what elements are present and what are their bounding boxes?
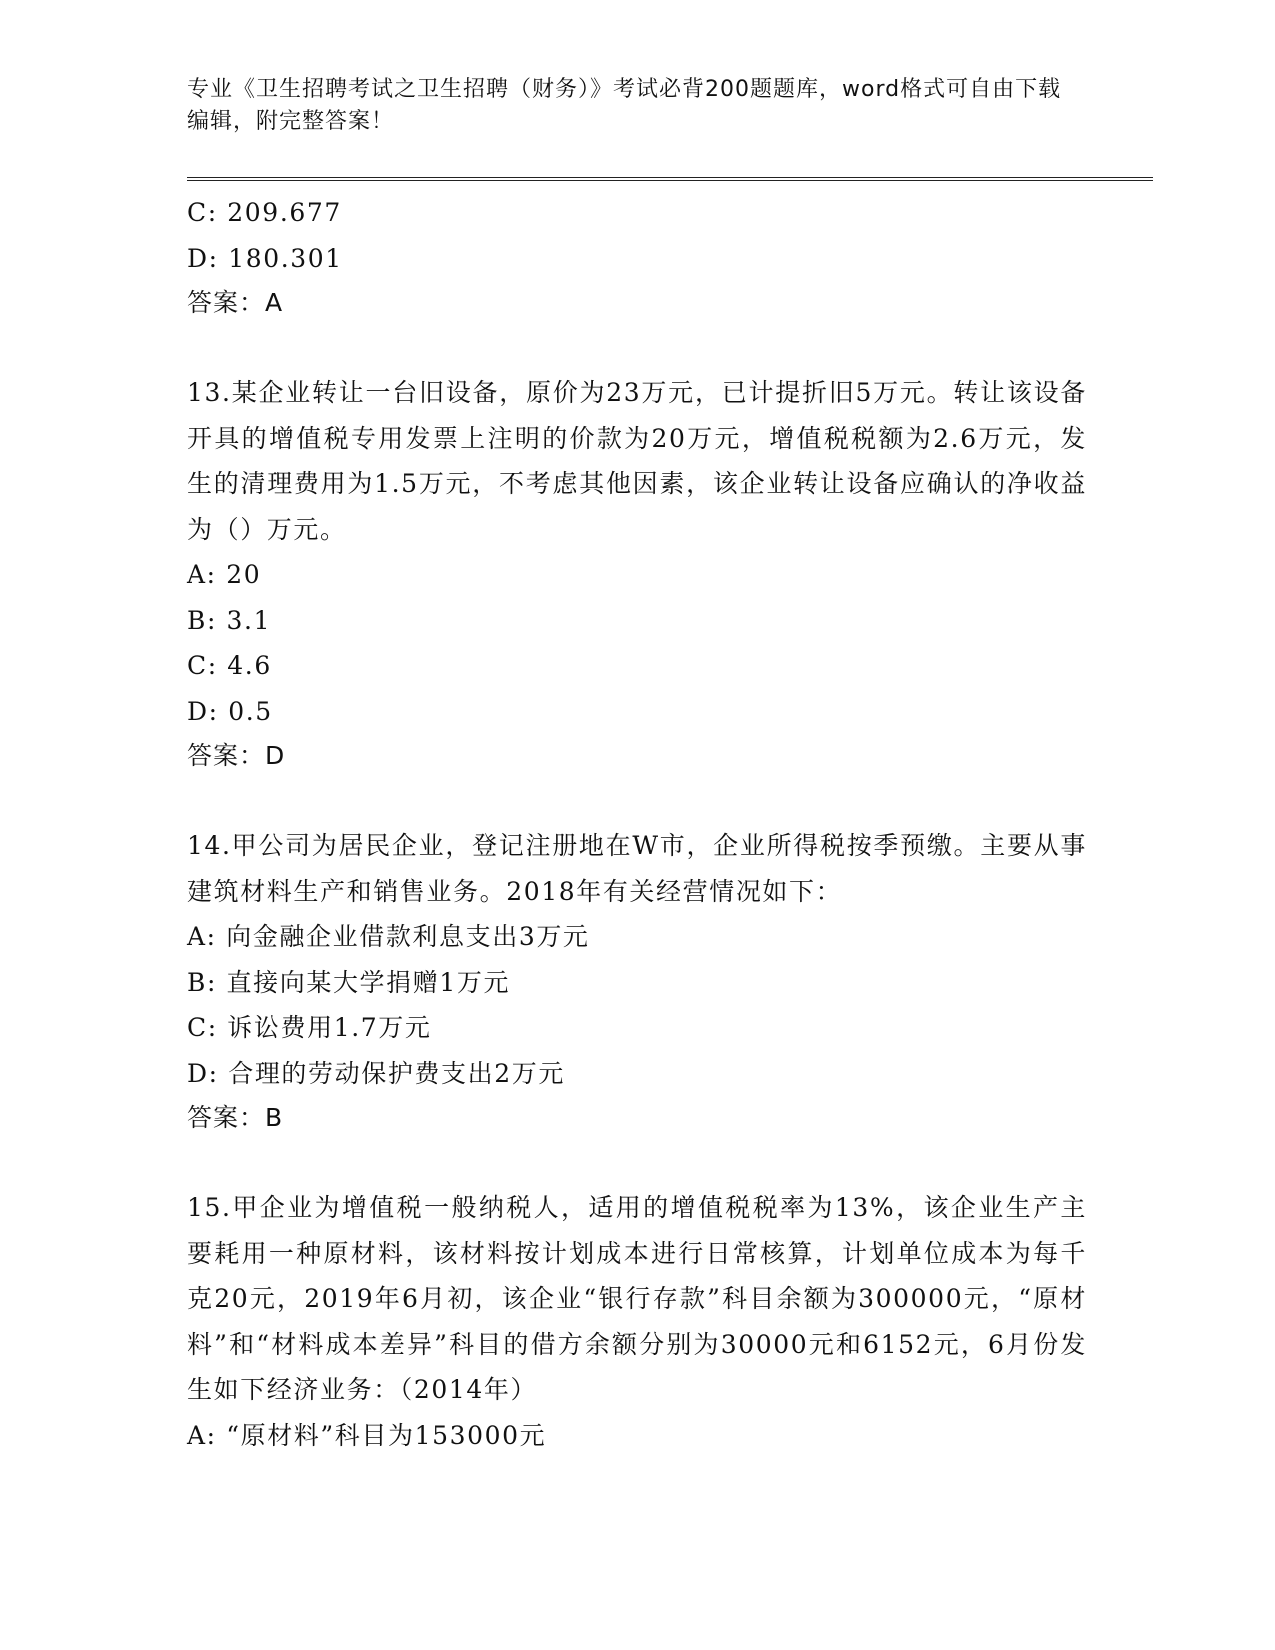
option-c: C: 诉讼费用1.7万元: [187, 1013, 432, 1042]
document-header: [187, 74, 1067, 138]
question-list: [187, 190, 1087, 1458]
question-gap: [187, 1140, 1087, 1185]
question-gap: [187, 778, 1087, 823]
question-12-tail: [187, 190, 1087, 325]
option-a: A: “原材料”科目为153000元: [187, 1420, 547, 1450]
answer-label: 答案：D: [187, 741, 286, 770]
question-stem: 15.甲企业为增值税一般纳税人，适用的增值税税率为13%，该企业生产主要耗用一种原材料，该材料按计划成本进行日常核算，计划单位成本为每千克20元，2019年6月初，该企业“银行存款”科目余额为300000元，“原材料”和“材料成本差异”科目的借方余额分别为30000元和6152元，6月份发生如下经济业务：（2014年）: [187, 1193, 1087, 1404]
option-a: A: 向金融企业借款利息支出3万元: [187, 922, 590, 951]
question-stem: 14.甲公司为居民企业，登记注册地在W市，企业所得税按季预缴。主要从事建筑材料生产和销售业务。2018年有关经营情况如下：: [187, 831, 1087, 906]
question-13: [187, 370, 1087, 778]
answer-label: 答案：A: [187, 288, 284, 317]
question-14: [187, 823, 1087, 1140]
question-15: [187, 1185, 1087, 1458]
option-b: B: 3.1: [187, 605, 272, 635]
option-a: A: 20: [187, 560, 262, 589]
option-c: C: 209.677: [187, 198, 342, 227]
option-b: B: 直接向某大学捐赠1万元: [187, 967, 511, 997]
option-d: D: 180.301: [187, 243, 343, 273]
option-d: D: 0.5: [187, 696, 273, 726]
question-stem: 13.某企业转让一台旧设备，原价为23万元，已计提折旧5万元。转让该设备开具的增值税专用发票上注明的价款为20万元，增值税税额为2.6万元，发生的清理费用为1.5万元，不考虑其他因素，该企业转让设备应确认的净收益为（）万元。: [187, 378, 1087, 544]
answer-label: 答案：B: [187, 1103, 284, 1132]
option-c: C: 4.6: [187, 651, 272, 680]
option-d: D: 合理的劳动保护费支出2万元: [187, 1058, 565, 1088]
header-divider: [187, 177, 1153, 181]
document-title: 专业《卫生招聘考试之卫生招聘（财务）》考试必背200题题库，word格式可自由下载编辑，附完整答案！: [187, 77, 1062, 134]
question-gap: [187, 325, 1087, 370]
